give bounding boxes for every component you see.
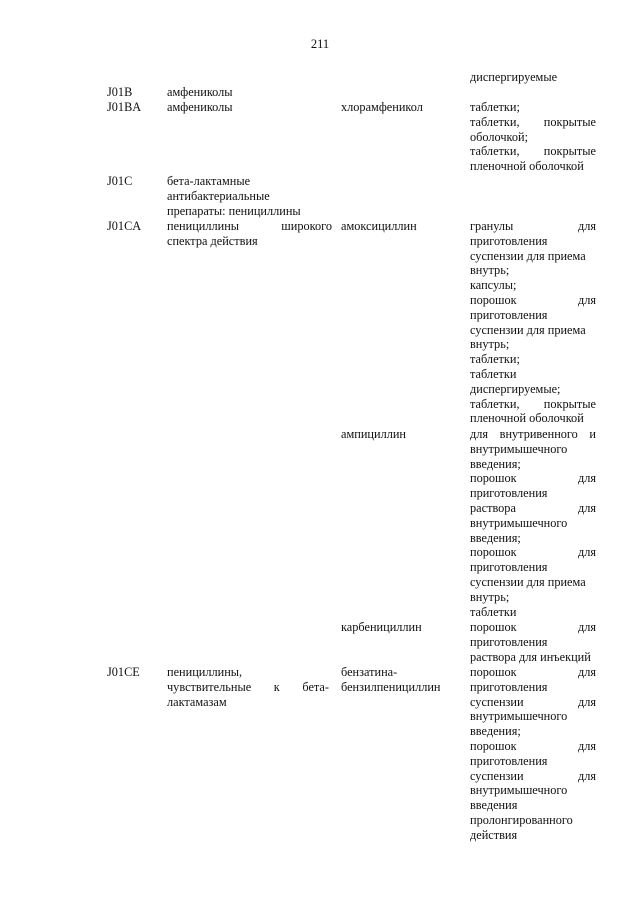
dosage-forms: таблетки; таблетки, покрытые оболочкой; таблетки, покрытые пленочной оболочкой bbox=[470, 100, 596, 174]
page-number: 211 bbox=[310, 37, 330, 51]
atc-group: амфениколы bbox=[167, 100, 233, 114]
atc-code: J01CA bbox=[107, 219, 142, 233]
continued-dosage-form: диспергируемые bbox=[470, 70, 558, 84]
dosage-forms: порошок для приготовления раствора для инъекций bbox=[470, 620, 596, 664]
drug-name: хлорамфеникол bbox=[341, 100, 423, 114]
atc-group: пенициллины, чувствительные к бета- лактамазам bbox=[167, 665, 329, 709]
atc-group: бета-лактамные антибактериальные препараты: пенициллины bbox=[167, 174, 301, 218]
dosage-forms: гранулы для приготовления суспензии для приема внутрь; капсулы; порошок для приготовления суспензии для приема внутрь; таблетки; таблетки диспергируемые; таблетки, покрытые пленочной оболочкой bbox=[470, 219, 596, 426]
atc-group: амфениколы bbox=[167, 85, 233, 99]
drug-name: амоксициллин bbox=[341, 219, 417, 233]
drug-name: ампициллин bbox=[341, 427, 406, 441]
atc-group: пенициллины широкого спектра действия bbox=[167, 219, 332, 248]
dosage-forms: для внутривенного и внутримышечного введения; порошок для приготовления раствора для внутримышечного введения; порошок для приготовления суспензии для приема внутрь; таблетки bbox=[470, 427, 596, 619]
atc-code: J01C bbox=[107, 174, 133, 188]
drug-name: бензатина- бензилпенициллин bbox=[341, 665, 441, 694]
atc-code: J01B bbox=[107, 85, 133, 99]
drug-name: карбенициллин bbox=[341, 620, 422, 634]
atc-code: J01CE bbox=[107, 665, 140, 679]
dosage-forms: порошок для приготовления суспензии для внутримышечного введения; порошок для приготовления суспензии для внутримышечного введения пролонгированного действия bbox=[470, 665, 596, 842]
atc-code: J01BA bbox=[107, 100, 142, 114]
